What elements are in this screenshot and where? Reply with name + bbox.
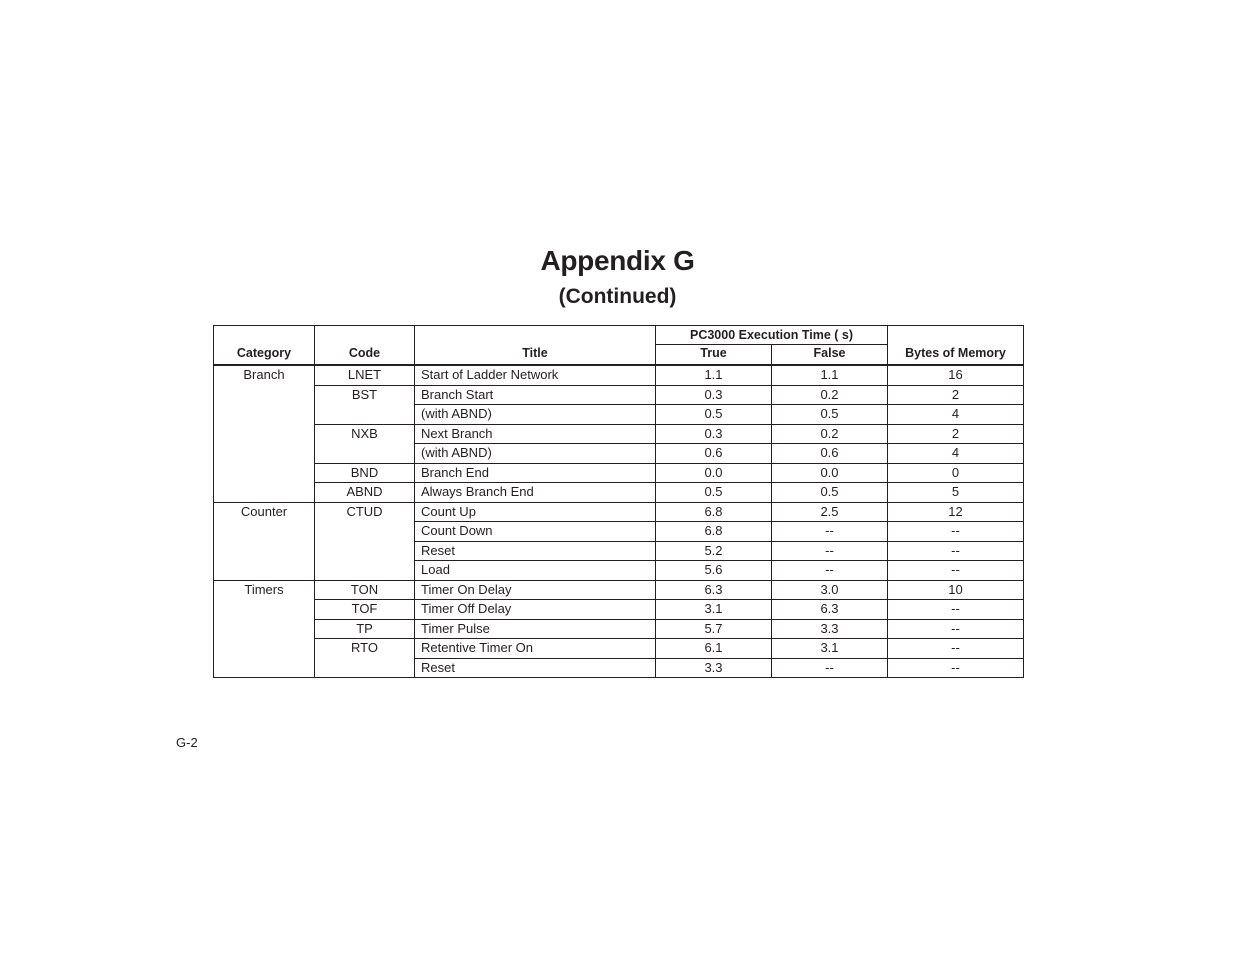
cell-false: 2.5 [772, 502, 888, 522]
table-row [214, 365, 1024, 385]
cell-title: Reset [415, 541, 656, 561]
cell-title: Start of Ladder Network [415, 365, 656, 385]
cell-bytes: 2 [888, 424, 1024, 444]
table-row [214, 580, 1024, 600]
table-row [214, 619, 1024, 639]
cell-category: Branch [214, 365, 315, 385]
cell-code: LNET [315, 365, 415, 385]
cell-category [214, 522, 315, 542]
table-row [214, 405, 1024, 425]
cell-false: 3.3 [772, 619, 888, 639]
header-category: Category [214, 326, 315, 366]
cell-bytes: 10 [888, 580, 1024, 600]
cell-title: Next Branch [415, 424, 656, 444]
cell-code [315, 405, 415, 425]
cell-code: TOF [315, 600, 415, 620]
cell-code: RTO [315, 639, 415, 659]
cell-code: NXB [315, 424, 415, 444]
cell-category [214, 463, 315, 483]
table-row [214, 541, 1024, 561]
cell-title: Count Up [415, 502, 656, 522]
cell-code: BST [315, 385, 415, 405]
cell-category [214, 385, 315, 405]
cell-false: -- [772, 658, 888, 678]
cell-true: 6.8 [656, 502, 772, 522]
cell-title: Always Branch End [415, 483, 656, 503]
cell-category [214, 541, 315, 561]
cell-bytes: 12 [888, 502, 1024, 522]
cell-category [214, 600, 315, 620]
cell-code: TON [315, 580, 415, 600]
table-row [214, 600, 1024, 620]
cell-title: Timer Off Delay [415, 600, 656, 620]
cell-code [315, 522, 415, 542]
cell-code [315, 561, 415, 581]
cell-true: 6.3 [656, 580, 772, 600]
cell-category: Counter [214, 502, 315, 522]
cell-bytes: 5 [888, 483, 1024, 503]
cell-true: 0.6 [656, 444, 772, 464]
header-execution-time: PC3000 Execution Time ( s) [656, 326, 888, 345]
cell-true: 1.1 [656, 365, 772, 385]
header-code: Code [315, 326, 415, 366]
header-false: False [772, 345, 888, 366]
cell-bytes: 4 [888, 405, 1024, 425]
cell-category [214, 483, 315, 503]
table-row [214, 444, 1024, 464]
table-row [214, 463, 1024, 483]
cell-false: 0.0 [772, 463, 888, 483]
cell-title: Timer On Delay [415, 580, 656, 600]
page-number: G-2 [176, 735, 198, 750]
cell-true: 5.2 [656, 541, 772, 561]
cell-code: CTUD [315, 502, 415, 522]
cell-true: 0.5 [656, 483, 772, 503]
cell-title: (with ABND) [415, 405, 656, 425]
table-row [214, 522, 1024, 542]
cell-bytes: 4 [888, 444, 1024, 464]
table-row [214, 561, 1024, 581]
table-row [214, 483, 1024, 503]
cell-title: Retentive Timer On [415, 639, 656, 659]
cell-false: 3.1 [772, 639, 888, 659]
header-bytes-of-memory: Bytes of Memory [888, 326, 1024, 366]
cell-category [214, 561, 315, 581]
cell-category [214, 444, 315, 464]
page-subtitle: (Continued) [558, 285, 677, 308]
cell-code: ABND [315, 483, 415, 503]
cell-true: 0.5 [656, 405, 772, 425]
cell-true: 0.0 [656, 463, 772, 483]
cell-true: 3.3 [656, 658, 772, 678]
cell-title: Timer Pulse [415, 619, 656, 639]
cell-bytes: -- [888, 541, 1024, 561]
cell-title: Count Down [415, 522, 656, 542]
page-title: Appendix G [540, 245, 695, 276]
cell-title: Load [415, 561, 656, 581]
cell-code [315, 541, 415, 561]
cell-category [214, 424, 315, 444]
cell-true: 5.7 [656, 619, 772, 639]
cell-bytes: -- [888, 600, 1024, 620]
cell-false: 3.0 [772, 580, 888, 600]
cell-true: 0.3 [656, 424, 772, 444]
cell-false: 1.1 [772, 365, 888, 385]
cell-false: 0.5 [772, 483, 888, 503]
cell-false: -- [772, 541, 888, 561]
cell-category [214, 619, 315, 639]
table-row [214, 658, 1024, 678]
cell-category: Timers [214, 580, 315, 600]
cell-false: 0.2 [772, 424, 888, 444]
cell-false: -- [772, 522, 888, 542]
table-row [214, 639, 1024, 659]
cell-category [214, 405, 315, 425]
cell-bytes: -- [888, 658, 1024, 678]
cell-code [315, 658, 415, 678]
header-true: True [656, 345, 772, 366]
cell-title: Reset [415, 658, 656, 678]
cell-false: -- [772, 561, 888, 581]
cell-true: 5.6 [656, 561, 772, 581]
cell-bytes: 16 [888, 365, 1024, 385]
cell-bytes: -- [888, 639, 1024, 659]
cell-code: BND [315, 463, 415, 483]
cell-bytes: 2 [888, 385, 1024, 405]
instruction-table [213, 325, 1024, 678]
table-row [214, 502, 1024, 522]
cell-code [315, 444, 415, 464]
cell-title: Branch Start [415, 385, 656, 405]
cell-true: 0.3 [656, 385, 772, 405]
cell-true: 3.1 [656, 600, 772, 620]
cell-category [214, 658, 315, 678]
cell-false: 0.6 [772, 444, 888, 464]
cell-code: TP [315, 619, 415, 639]
cell-false: 0.2 [772, 385, 888, 405]
cell-bytes: 0 [888, 463, 1024, 483]
cell-true: 6.8 [656, 522, 772, 542]
cell-false: 0.5 [772, 405, 888, 425]
cell-true: 6.1 [656, 639, 772, 659]
cell-category [214, 639, 315, 659]
table-row [214, 424, 1024, 444]
cell-false: 6.3 [772, 600, 888, 620]
cell-bytes: -- [888, 561, 1024, 581]
cell-title: (with ABND) [415, 444, 656, 464]
cell-bytes: -- [888, 522, 1024, 542]
table-row [214, 385, 1024, 405]
cell-title: Branch End [415, 463, 656, 483]
cell-bytes: -- [888, 619, 1024, 639]
header-title: Title [415, 326, 656, 366]
table-body [214, 365, 1024, 678]
